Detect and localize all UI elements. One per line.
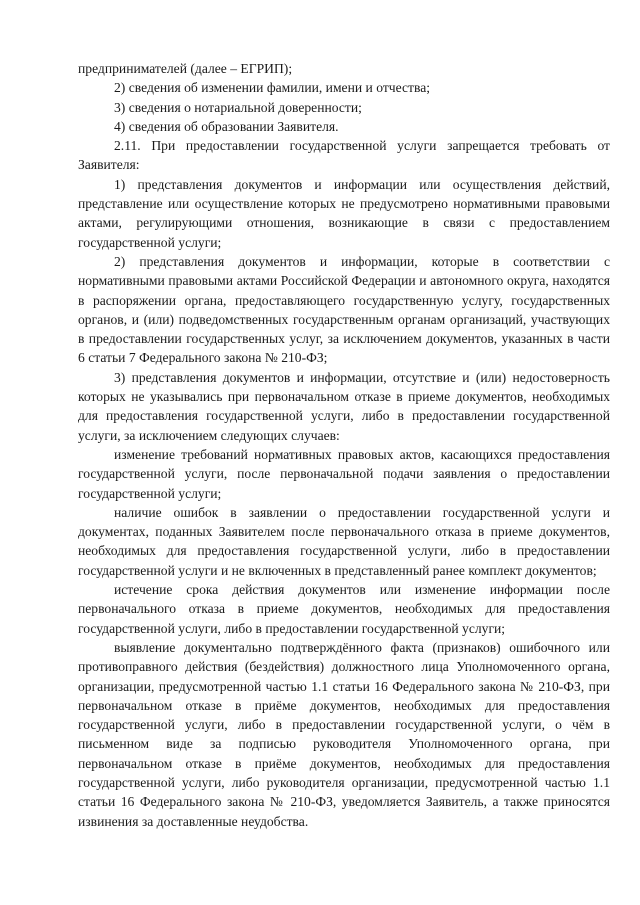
list-item-power-of-attorney: 3) сведения о нотариальной доверенности;	[114, 99, 362, 115]
paragraph-egrip-continuation: предпринимателей (далее – ЕГРИП);	[78, 61, 293, 76]
paragraph-exception-misconduct: выявление документально подтверждённого факта (признаков) ошибочного или противоправного действия (бездействия) должностного лица Уполномоченного органа, организации, предусмотренной частью 1.1 статьи 16 Федерального закона № 210-ФЗ, при первоначальном отказе в приёме документов, необходимых для предоставления государственной услуги, либо в предоставлении государственной услуги, о чём в письменном виде за подписью руководителя Уполномоченного органа, при первоначальном отказе в приёме документов, необходимых для предоставления государственной услуги, либо руководителя организации, предусмотренной частью 1.1 статьи 16 Федерального закона № 210-ФЗ, уведомляется Заявитель, а также приносятся извинения за доставленные неудобства.	[78, 639, 610, 829]
paragraph-exception-expiry: истечение срока действия документов или изменение информации после первоначального отказа в приеме документов, необходимых для предоставления государственной услуги, либо в предоставлении государственной услуги;	[78, 582, 610, 636]
paragraph-exception-requirements-change: изменение требований нормативных правовых актов, касающихся предоставления государственной услуги, после первоначальной подачи заявления о предоставлении государственной услуги;	[78, 446, 610, 501]
paragraph-prohibition-3: 3) представления документов и информации, отсутствие и (или) недостоверность которых не указывались при первоначальном отказе в приеме документов, необходимых для предоставления государственной услуги, либо в предоставлении государственной услуги, за исключением следующих случаев:	[78, 369, 610, 443]
document-body	[78, 59, 610, 831]
paragraph-section-2-11: 2.11. При предоставлении государственной услуги запрещается требовать от Заявителя:	[78, 138, 610, 173]
paragraph-prohibition-1: 1) представления документов и информации или осуществления действий, представление или осуществление которых не предусмотрено нормативными правовыми актами, регулирующими отношения, возникающие в связи с предоставлением государственной услуги;	[78, 176, 610, 250]
list-item-education: 4) сведения об образовании Заявителя.	[114, 118, 339, 134]
paragraph-prohibition-2: 2) представления документов и информации, которые в соответствии с нормативными правовыми актами Российской Федерации и автономного округа, находятся в распоряжении органа, предоставляющего государственную услугу, государственных органов, и (или) подведомственных государственным органам организаций, участвующих в предоставлении государственных услуг, за исключением документов, указанных в части 6 статьи 7 Федерального закона № 210-ФЗ;	[78, 253, 610, 366]
paragraph-exception-errors: наличие ошибок в заявлении о предоставлении государственной услуги и документах, поданных Заявителем после первоначального отказа в приеме документов, необходимых для предоставления государственной услуги, либо в предоставлении государственной услуги и не включенных в представленный ранее комплект документов;	[78, 504, 610, 578]
list-item-name-change: 2) сведения об изменении фамилии, имени и отчества;	[114, 80, 431, 96]
